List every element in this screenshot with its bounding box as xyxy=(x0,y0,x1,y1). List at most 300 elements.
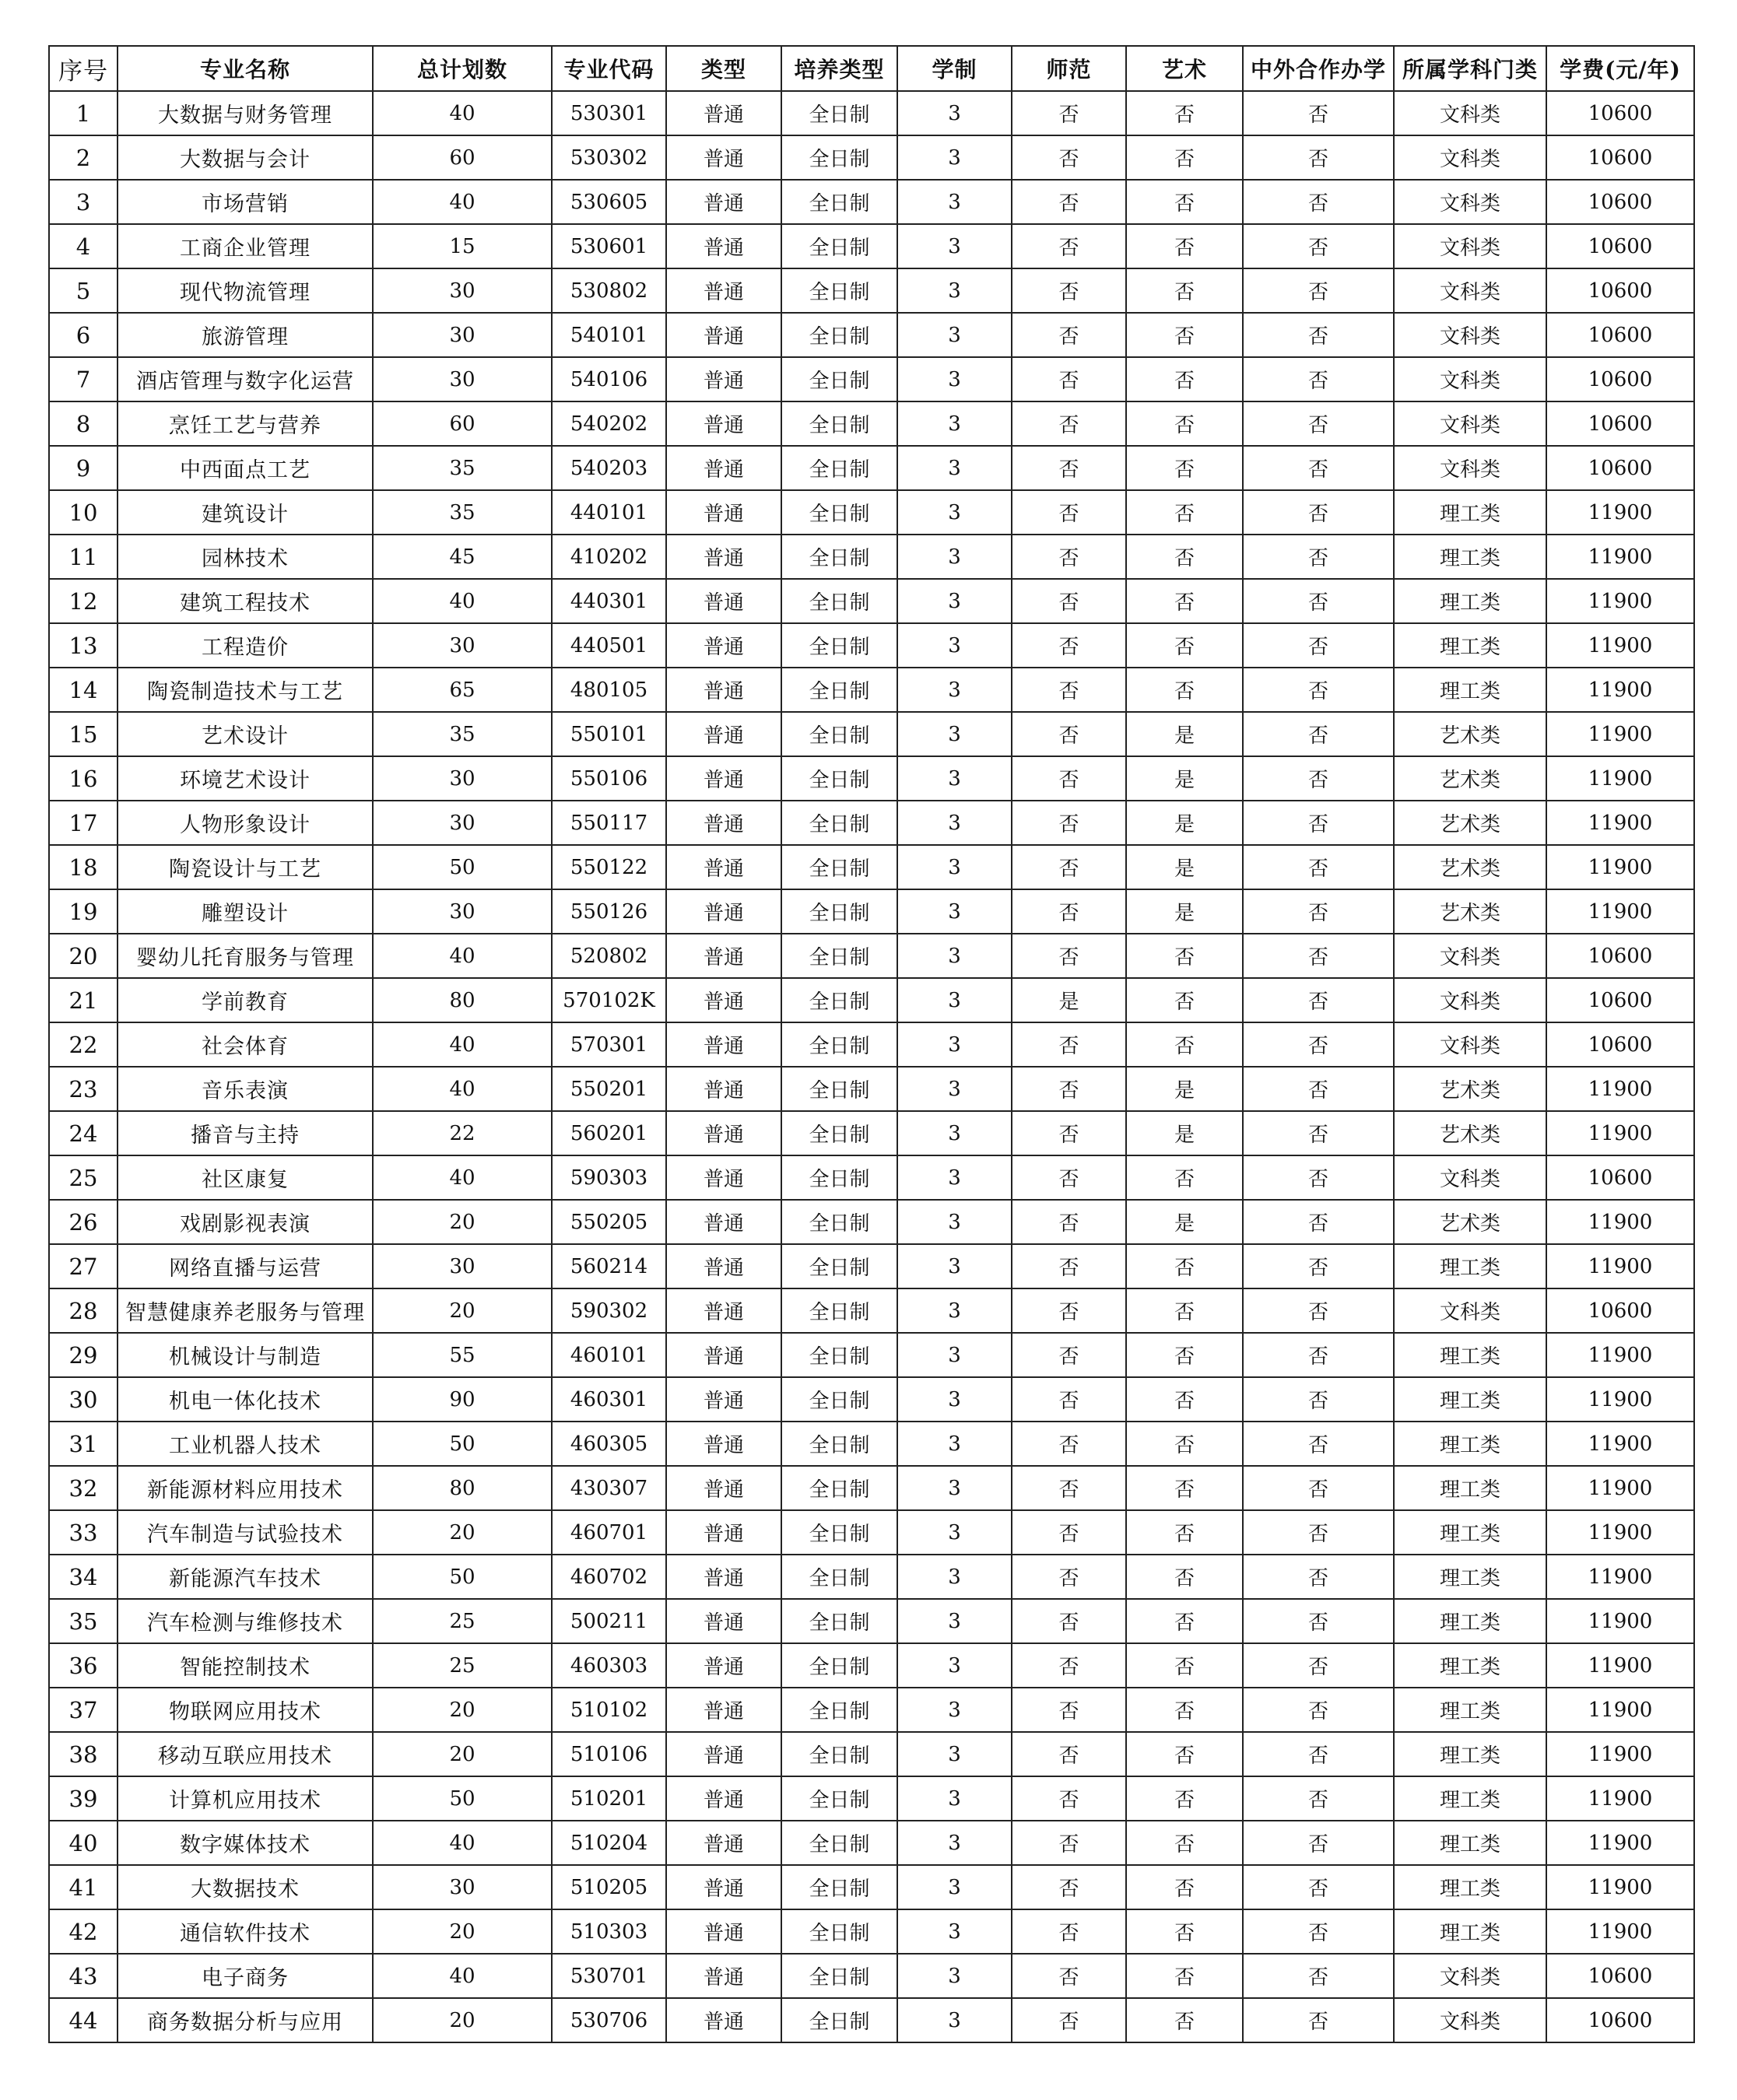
discipline-cell: 艺术类 xyxy=(1394,756,1546,801)
type-cell: 普通 xyxy=(666,934,781,978)
normal-school-cell: 否 xyxy=(1012,180,1126,224)
art-cell: 是 xyxy=(1126,801,1243,845)
major-name-cell: 工程造价 xyxy=(118,623,373,668)
sino-foreign-cell: 否 xyxy=(1243,91,1394,135)
normal-school-cell: 否 xyxy=(1012,91,1126,135)
tuition-cell: 11900 xyxy=(1546,1776,1694,1821)
major-code-cell: 560214 xyxy=(552,1244,666,1288)
table-row xyxy=(49,1333,1694,1377)
total-plan-cell: 40 xyxy=(373,91,552,135)
tuition-cell: 11900 xyxy=(1546,535,1694,579)
major-code-cell: 460303 xyxy=(552,1643,666,1688)
major-name-cell: 播音与主持 xyxy=(118,1111,373,1155)
table-row xyxy=(49,579,1694,623)
duration-cell: 3 xyxy=(897,1200,1012,1244)
header-discipline: 所属学科门类 xyxy=(1394,46,1546,91)
sino-foreign-cell: 否 xyxy=(1243,845,1394,889)
discipline-cell: 理工类 xyxy=(1394,1909,1546,1954)
art-cell: 否 xyxy=(1126,1022,1243,1067)
major-name-cell: 物联网应用技术 xyxy=(118,1688,373,1732)
seq-cell: 7 xyxy=(49,357,118,401)
document-page xyxy=(48,45,1693,2043)
art-cell: 否 xyxy=(1126,1688,1243,1732)
type-cell: 普通 xyxy=(666,490,781,535)
duration-cell: 3 xyxy=(897,357,1012,401)
major-name-cell: 建筑工程技术 xyxy=(118,579,373,623)
art-cell: 否 xyxy=(1126,1776,1243,1821)
tuition-cell: 10600 xyxy=(1546,1155,1694,1200)
training-type-cell: 全日制 xyxy=(781,978,897,1022)
duration-cell: 3 xyxy=(897,135,1012,180)
tuition-cell: 11900 xyxy=(1546,1244,1694,1288)
discipline-cell: 理工类 xyxy=(1394,1377,1546,1422)
table-body xyxy=(49,91,1694,2042)
discipline-cell: 文科类 xyxy=(1394,357,1546,401)
seq-cell: 32 xyxy=(49,1466,118,1510)
total-plan-cell: 80 xyxy=(373,978,552,1022)
normal-school-cell: 否 xyxy=(1012,313,1126,357)
training-type-cell: 全日制 xyxy=(781,1776,897,1821)
discipline-cell: 理工类 xyxy=(1394,1599,1546,1643)
duration-cell: 3 xyxy=(897,1599,1012,1643)
table-row xyxy=(49,1865,1694,1909)
training-type-cell: 全日制 xyxy=(781,1865,897,1909)
type-cell: 普通 xyxy=(666,180,781,224)
major-code-cell: 510303 xyxy=(552,1909,666,1954)
total-plan-cell: 20 xyxy=(373,1510,552,1555)
discipline-cell: 理工类 xyxy=(1394,623,1546,668)
total-plan-cell: 30 xyxy=(373,268,552,313)
table-header xyxy=(49,46,1694,91)
total-plan-cell: 40 xyxy=(373,1067,552,1111)
discipline-cell: 文科类 xyxy=(1394,1954,1546,1998)
tuition-cell: 10600 xyxy=(1546,313,1694,357)
sino-foreign-cell: 否 xyxy=(1243,1688,1394,1732)
major-code-cell: 440501 xyxy=(552,623,666,668)
tuition-cell: 11900 xyxy=(1546,1821,1694,1865)
sino-foreign-cell: 否 xyxy=(1243,1466,1394,1510)
tuition-cell: 10600 xyxy=(1546,180,1694,224)
major-code-cell: 500211 xyxy=(552,1599,666,1643)
type-cell: 普通 xyxy=(666,623,781,668)
duration-cell: 3 xyxy=(897,268,1012,313)
discipline-cell: 艺术类 xyxy=(1394,1067,1546,1111)
sino-foreign-cell: 否 xyxy=(1243,224,1394,268)
type-cell: 普通 xyxy=(666,1422,781,1466)
major-name-cell: 中西面点工艺 xyxy=(118,446,373,490)
total-plan-cell: 20 xyxy=(373,1200,552,1244)
header-tuition: 学费(元/年) xyxy=(1546,46,1694,91)
seq-cell: 21 xyxy=(49,978,118,1022)
art-cell: 否 xyxy=(1126,1954,1243,1998)
training-type-cell: 全日制 xyxy=(781,1821,897,1865)
major-code-cell: 530302 xyxy=(552,135,666,180)
type-cell: 普通 xyxy=(666,978,781,1022)
tuition-cell: 11900 xyxy=(1546,1688,1694,1732)
discipline-cell: 艺术类 xyxy=(1394,845,1546,889)
major-name-cell: 旅游管理 xyxy=(118,313,373,357)
tuition-cell: 10600 xyxy=(1546,978,1694,1022)
duration-cell: 3 xyxy=(897,1288,1012,1333)
sino-foreign-cell: 否 xyxy=(1243,1776,1394,1821)
seq-cell: 42 xyxy=(49,1909,118,1954)
major-name-cell: 人物形象设计 xyxy=(118,801,373,845)
major-code-cell: 550205 xyxy=(552,1200,666,1244)
major-name-cell: 大数据与财务管理 xyxy=(118,91,373,135)
training-type-cell: 全日制 xyxy=(781,1954,897,1998)
table-row xyxy=(49,712,1694,756)
discipline-cell: 理工类 xyxy=(1394,1422,1546,1466)
major-name-cell: 酒店管理与数字化运营 xyxy=(118,357,373,401)
total-plan-cell: 40 xyxy=(373,1954,552,1998)
art-cell: 否 xyxy=(1126,978,1243,1022)
total-plan-cell: 40 xyxy=(373,1022,552,1067)
major-code-cell: 510205 xyxy=(552,1865,666,1909)
sino-foreign-cell: 否 xyxy=(1243,712,1394,756)
total-plan-cell: 30 xyxy=(373,623,552,668)
enrollment-plan-table xyxy=(48,45,1695,2043)
total-plan-cell: 60 xyxy=(373,135,552,180)
major-code-cell: 530601 xyxy=(552,224,666,268)
normal-school-cell: 否 xyxy=(1012,712,1126,756)
table-row xyxy=(49,535,1694,579)
duration-cell: 3 xyxy=(897,535,1012,579)
tuition-cell: 11900 xyxy=(1546,712,1694,756)
training-type-cell: 全日制 xyxy=(781,535,897,579)
total-plan-cell: 40 xyxy=(373,934,552,978)
discipline-cell: 文科类 xyxy=(1394,224,1546,268)
seq-cell: 19 xyxy=(49,889,118,934)
duration-cell: 3 xyxy=(897,313,1012,357)
sino-foreign-cell: 否 xyxy=(1243,490,1394,535)
normal-school-cell: 否 xyxy=(1012,1111,1126,1155)
major-name-cell: 汽车制造与试验技术 xyxy=(118,1510,373,1555)
table-row xyxy=(49,1288,1694,1333)
normal-school-cell: 否 xyxy=(1012,1599,1126,1643)
sino-foreign-cell: 否 xyxy=(1243,313,1394,357)
art-cell: 否 xyxy=(1126,1155,1243,1200)
discipline-cell: 艺术类 xyxy=(1394,1111,1546,1155)
normal-school-cell: 否 xyxy=(1012,934,1126,978)
sino-foreign-cell: 否 xyxy=(1243,446,1394,490)
type-cell: 普通 xyxy=(666,91,781,135)
art-cell: 否 xyxy=(1126,1377,1243,1422)
sino-foreign-cell: 否 xyxy=(1243,1821,1394,1865)
tuition-cell: 11900 xyxy=(1546,1422,1694,1466)
seq-cell: 15 xyxy=(49,712,118,756)
table-row xyxy=(49,668,1694,712)
normal-school-cell: 否 xyxy=(1012,1155,1126,1200)
total-plan-cell: 55 xyxy=(373,1333,552,1377)
table-row xyxy=(49,1909,1694,1954)
type-cell: 普通 xyxy=(666,1288,781,1333)
major-code-cell: 550122 xyxy=(552,845,666,889)
tuition-cell: 11900 xyxy=(1546,1643,1694,1688)
sino-foreign-cell: 否 xyxy=(1243,401,1394,446)
major-code-cell: 510106 xyxy=(552,1732,666,1776)
seq-cell: 1 xyxy=(49,91,118,135)
duration-cell: 3 xyxy=(897,91,1012,135)
seq-cell: 4 xyxy=(49,224,118,268)
duration-cell: 3 xyxy=(897,1111,1012,1155)
major-code-cell: 540202 xyxy=(552,401,666,446)
tuition-cell: 11900 xyxy=(1546,1510,1694,1555)
sino-foreign-cell: 否 xyxy=(1243,1333,1394,1377)
table-row xyxy=(49,1067,1694,1111)
discipline-cell: 艺术类 xyxy=(1394,712,1546,756)
training-type-cell: 全日制 xyxy=(781,845,897,889)
table-row xyxy=(49,1111,1694,1155)
tuition-cell: 11900 xyxy=(1546,668,1694,712)
major-name-cell: 汽车检测与维修技术 xyxy=(118,1599,373,1643)
art-cell: 否 xyxy=(1126,579,1243,623)
normal-school-cell: 否 xyxy=(1012,1067,1126,1111)
type-cell: 普通 xyxy=(666,845,781,889)
tuition-cell: 11900 xyxy=(1546,623,1694,668)
training-type-cell: 全日制 xyxy=(781,401,897,446)
header-major-name: 专业名称 xyxy=(118,46,373,91)
tuition-cell: 10600 xyxy=(1546,268,1694,313)
art-cell: 否 xyxy=(1126,1555,1243,1599)
sino-foreign-cell: 否 xyxy=(1243,1155,1394,1200)
duration-cell: 3 xyxy=(897,1909,1012,1954)
sino-foreign-cell: 否 xyxy=(1243,801,1394,845)
major-code-cell: 510102 xyxy=(552,1688,666,1732)
table-row xyxy=(49,1688,1694,1732)
seq-cell: 26 xyxy=(49,1200,118,1244)
major-code-cell: 550126 xyxy=(552,889,666,934)
normal-school-cell: 否 xyxy=(1012,1998,1126,2042)
table-row xyxy=(49,313,1694,357)
art-cell: 是 xyxy=(1126,1067,1243,1111)
total-plan-cell: 30 xyxy=(373,313,552,357)
training-type-cell: 全日制 xyxy=(781,1111,897,1155)
header-sino-foreign: 中外合作办学 xyxy=(1243,46,1394,91)
discipline-cell: 文科类 xyxy=(1394,135,1546,180)
major-name-cell: 新能源材料应用技术 xyxy=(118,1466,373,1510)
sino-foreign-cell: 否 xyxy=(1243,1643,1394,1688)
type-cell: 普通 xyxy=(666,357,781,401)
seq-cell: 43 xyxy=(49,1954,118,1998)
duration-cell: 3 xyxy=(897,1998,1012,2042)
duration-cell: 3 xyxy=(897,1555,1012,1599)
total-plan-cell: 90 xyxy=(373,1377,552,1422)
tuition-cell: 11900 xyxy=(1546,889,1694,934)
normal-school-cell: 否 xyxy=(1012,1776,1126,1821)
major-code-cell: 530802 xyxy=(552,268,666,313)
header-type: 类型 xyxy=(666,46,781,91)
seq-cell: 38 xyxy=(49,1732,118,1776)
seq-cell: 39 xyxy=(49,1776,118,1821)
major-name-cell: 现代物流管理 xyxy=(118,268,373,313)
duration-cell: 3 xyxy=(897,1022,1012,1067)
training-type-cell: 全日制 xyxy=(781,579,897,623)
type-cell: 普通 xyxy=(666,1732,781,1776)
tuition-cell: 10600 xyxy=(1546,446,1694,490)
major-name-cell: 机电一体化技术 xyxy=(118,1377,373,1422)
normal-school-cell: 否 xyxy=(1012,845,1126,889)
training-type-cell: 全日制 xyxy=(781,934,897,978)
art-cell: 否 xyxy=(1126,1599,1243,1643)
major-name-cell: 烹饪工艺与营养 xyxy=(118,401,373,446)
major-code-cell: 530701 xyxy=(552,1954,666,1998)
duration-cell: 3 xyxy=(897,712,1012,756)
art-cell: 否 xyxy=(1126,1821,1243,1865)
normal-school-cell: 否 xyxy=(1012,1865,1126,1909)
training-type-cell: 全日制 xyxy=(781,1510,897,1555)
training-type-cell: 全日制 xyxy=(781,1732,897,1776)
art-cell: 否 xyxy=(1126,313,1243,357)
table-row xyxy=(49,1821,1694,1865)
normal-school-cell: 否 xyxy=(1012,490,1126,535)
duration-cell: 3 xyxy=(897,401,1012,446)
major-code-cell: 540106 xyxy=(552,357,666,401)
training-type-cell: 全日制 xyxy=(781,446,897,490)
table-row xyxy=(49,1200,1694,1244)
duration-cell: 3 xyxy=(897,934,1012,978)
art-cell: 否 xyxy=(1126,623,1243,668)
training-type-cell: 全日制 xyxy=(781,889,897,934)
art-cell: 否 xyxy=(1126,1422,1243,1466)
major-name-cell: 陶瓷设计与工艺 xyxy=(118,845,373,889)
sino-foreign-cell: 否 xyxy=(1243,1599,1394,1643)
table-row xyxy=(49,268,1694,313)
major-code-cell: 540203 xyxy=(552,446,666,490)
major-code-cell: 430307 xyxy=(552,1466,666,1510)
table-row xyxy=(49,1555,1694,1599)
total-plan-cell: 20 xyxy=(373,1909,552,1954)
tuition-cell: 11900 xyxy=(1546,1067,1694,1111)
art-cell: 否 xyxy=(1126,446,1243,490)
duration-cell: 3 xyxy=(897,756,1012,801)
type-cell: 普通 xyxy=(666,1998,781,2042)
tuition-cell: 10600 xyxy=(1546,91,1694,135)
sino-foreign-cell: 否 xyxy=(1243,1022,1394,1067)
major-code-cell: 440301 xyxy=(552,579,666,623)
header-major-code: 专业代码 xyxy=(552,46,666,91)
sino-foreign-cell: 否 xyxy=(1243,180,1394,224)
sino-foreign-cell: 否 xyxy=(1243,1422,1394,1466)
seq-cell: 37 xyxy=(49,1688,118,1732)
table-row xyxy=(49,1599,1694,1643)
table-row xyxy=(49,889,1694,934)
duration-cell: 3 xyxy=(897,1510,1012,1555)
art-cell: 否 xyxy=(1126,1732,1243,1776)
tuition-cell: 11900 xyxy=(1546,1599,1694,1643)
art-cell: 是 xyxy=(1126,889,1243,934)
sino-foreign-cell: 否 xyxy=(1243,623,1394,668)
seq-cell: 16 xyxy=(49,756,118,801)
duration-cell: 3 xyxy=(897,1466,1012,1510)
normal-school-cell: 否 xyxy=(1012,1643,1126,1688)
table-row xyxy=(49,91,1694,135)
major-code-cell: 510204 xyxy=(552,1821,666,1865)
major-name-cell: 智能控制技术 xyxy=(118,1643,373,1688)
art-cell: 否 xyxy=(1126,535,1243,579)
major-name-cell: 智慧健康养老服务与管理 xyxy=(118,1288,373,1333)
seq-cell: 44 xyxy=(49,1998,118,2042)
major-code-cell: 540101 xyxy=(552,313,666,357)
major-code-cell: 570102K xyxy=(552,978,666,1022)
type-cell: 普通 xyxy=(666,1200,781,1244)
table-row xyxy=(49,224,1694,268)
type-cell: 普通 xyxy=(666,268,781,313)
duration-cell: 3 xyxy=(897,1688,1012,1732)
normal-school-cell: 否 xyxy=(1012,1555,1126,1599)
training-type-cell: 全日制 xyxy=(781,91,897,135)
total-plan-cell: 60 xyxy=(373,401,552,446)
discipline-cell: 理工类 xyxy=(1394,1555,1546,1599)
major-name-cell: 社区康复 xyxy=(118,1155,373,1200)
discipline-cell: 文科类 xyxy=(1394,1155,1546,1200)
type-cell: 普通 xyxy=(666,224,781,268)
training-type-cell: 全日制 xyxy=(781,712,897,756)
total-plan-cell: 40 xyxy=(373,579,552,623)
total-plan-cell: 35 xyxy=(373,446,552,490)
duration-cell: 3 xyxy=(897,623,1012,668)
major-code-cell: 560201 xyxy=(552,1111,666,1155)
major-name-cell: 音乐表演 xyxy=(118,1067,373,1111)
major-name-cell: 环境艺术设计 xyxy=(118,756,373,801)
seq-cell: 33 xyxy=(49,1510,118,1555)
tuition-cell: 11900 xyxy=(1546,756,1694,801)
total-plan-cell: 50 xyxy=(373,1422,552,1466)
major-code-cell: 590303 xyxy=(552,1155,666,1200)
training-type-cell: 全日制 xyxy=(781,1555,897,1599)
table-row xyxy=(49,446,1694,490)
total-plan-cell: 50 xyxy=(373,1555,552,1599)
seq-cell: 36 xyxy=(49,1643,118,1688)
discipline-cell: 文科类 xyxy=(1394,1022,1546,1067)
type-cell: 普通 xyxy=(666,1599,781,1643)
table-row xyxy=(49,1244,1694,1288)
duration-cell: 3 xyxy=(897,1821,1012,1865)
discipline-cell: 文科类 xyxy=(1394,313,1546,357)
art-cell: 是 xyxy=(1126,1111,1243,1155)
major-name-cell: 新能源汽车技术 xyxy=(118,1555,373,1599)
sino-foreign-cell: 否 xyxy=(1243,1510,1394,1555)
normal-school-cell: 否 xyxy=(1012,1732,1126,1776)
sino-foreign-cell: 否 xyxy=(1243,1200,1394,1244)
type-cell: 普通 xyxy=(666,1466,781,1510)
normal-school-cell: 否 xyxy=(1012,135,1126,180)
seq-cell: 10 xyxy=(49,490,118,535)
art-cell: 否 xyxy=(1126,1865,1243,1909)
training-type-cell: 全日制 xyxy=(781,801,897,845)
table-row xyxy=(49,180,1694,224)
major-name-cell: 数字媒体技术 xyxy=(118,1821,373,1865)
duration-cell: 3 xyxy=(897,1865,1012,1909)
art-cell: 是 xyxy=(1126,712,1243,756)
tuition-cell: 11900 xyxy=(1546,801,1694,845)
duration-cell: 3 xyxy=(897,1377,1012,1422)
total-plan-cell: 30 xyxy=(373,1865,552,1909)
discipline-cell: 理工类 xyxy=(1394,1466,1546,1510)
major-name-cell: 戏剧影视表演 xyxy=(118,1200,373,1244)
training-type-cell: 全日制 xyxy=(781,1998,897,2042)
major-name-cell: 园林技术 xyxy=(118,535,373,579)
table-row xyxy=(49,1377,1694,1422)
normal-school-cell: 否 xyxy=(1012,1200,1126,1244)
sino-foreign-cell: 否 xyxy=(1243,1244,1394,1288)
major-code-cell: 460101 xyxy=(552,1333,666,1377)
major-name-cell: 学前教育 xyxy=(118,978,373,1022)
total-plan-cell: 30 xyxy=(373,357,552,401)
seq-cell: 8 xyxy=(49,401,118,446)
major-code-cell: 550106 xyxy=(552,756,666,801)
type-cell: 普通 xyxy=(666,1377,781,1422)
table-row xyxy=(49,1466,1694,1510)
